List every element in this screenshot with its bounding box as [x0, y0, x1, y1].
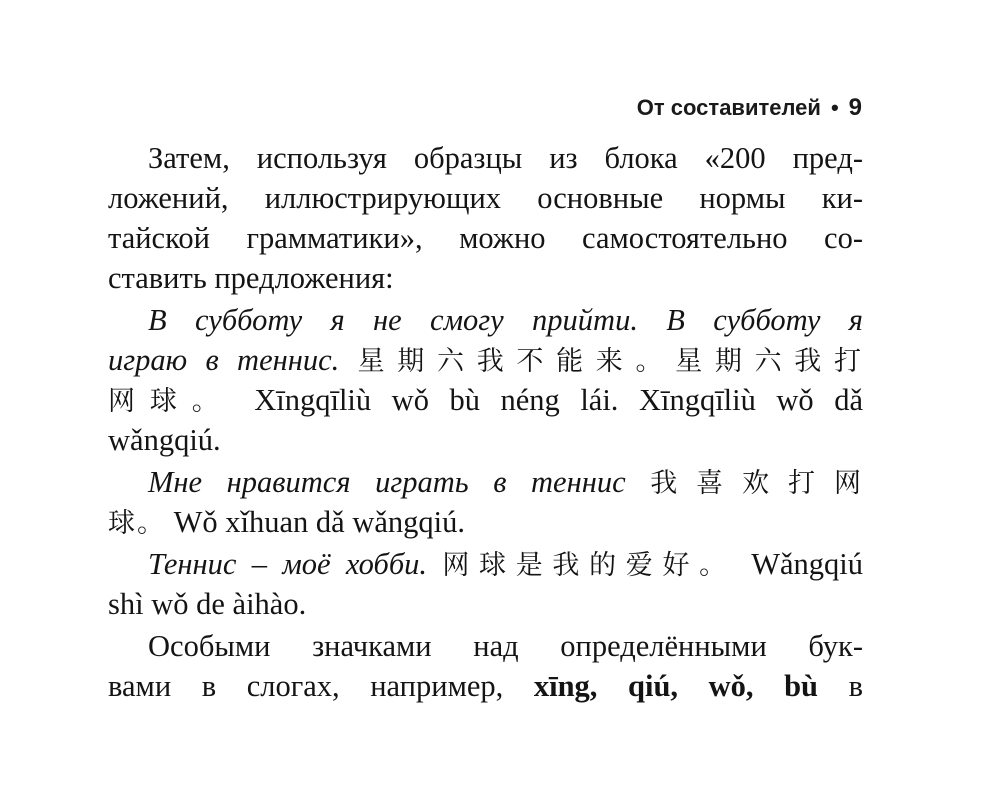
- example3-pinyin-part1: Wǎngqiú: [751, 547, 863, 581]
- example1-line2: [108, 340, 863, 382]
- example2-chinese-part1: 我喜欢打网: [650, 468, 864, 499]
- example1-chinese-part1: 星期六我不能来。星期六我打: [357, 346, 863, 377]
- paragraph2-line1: Особыми значками над определёнными бук-: [148, 629, 863, 663]
- example1-pinyin-line1: Xīngqīliù wǒ bù néng lái. Xīngqīliù wǒ dǎ: [254, 383, 863, 417]
- example1-chinese-part2: 网球。: [108, 386, 234, 417]
- paragraph2-line2-end: в: [848, 669, 863, 703]
- example1-russian-line1: В субботу я не смогу прийти. В субботу я: [148, 303, 863, 337]
- running-head-separator: •: [830, 95, 839, 120]
- paragraph2-line2: [108, 666, 863, 706]
- paragraph1-line2: ложений, иллюстрирующих основные нормы ки-: [108, 181, 863, 215]
- example2-russian: Мне нравится играть в теннис: [148, 465, 626, 499]
- example1-line3: [108, 380, 863, 422]
- paragraph2-line2-text: вами в слогах, например,: [108, 669, 504, 703]
- running-head: [637, 94, 862, 122]
- example2-chinese-part2: 球。: [108, 508, 166, 539]
- example1-pinyin-line2: wǎngqiú.: [108, 423, 221, 457]
- running-head-title: От составителей: [636, 95, 821, 120]
- example3-line1: [148, 544, 863, 586]
- example2-pinyin: Wǒ xǐhuan dǎ wǎngqiú.: [173, 505, 465, 539]
- example3-russian: Теннис – моё хобби.: [148, 547, 428, 581]
- paragraph2-bold-syllables: xīng, qiú, wǒ, bù: [533, 669, 819, 703]
- example2-line1: [148, 462, 863, 504]
- paragraph1-line3: тайской грамматики», можно самостоятельно со-: [108, 221, 863, 255]
- example3-pinyin-part2: shì wǒ de àihào.: [108, 587, 307, 621]
- paragraph1-line4: ставить предложения:: [108, 261, 394, 295]
- example3-chinese: 网球是我的爱好。: [442, 550, 736, 581]
- example2-line2: [108, 502, 863, 544]
- paragraph1-line1: Затем, используя образцы из блока «200 пред-: [148, 141, 863, 175]
- example1-russian-line2: играю в теннис.: [108, 343, 340, 377]
- page-number: 9: [848, 94, 862, 121]
